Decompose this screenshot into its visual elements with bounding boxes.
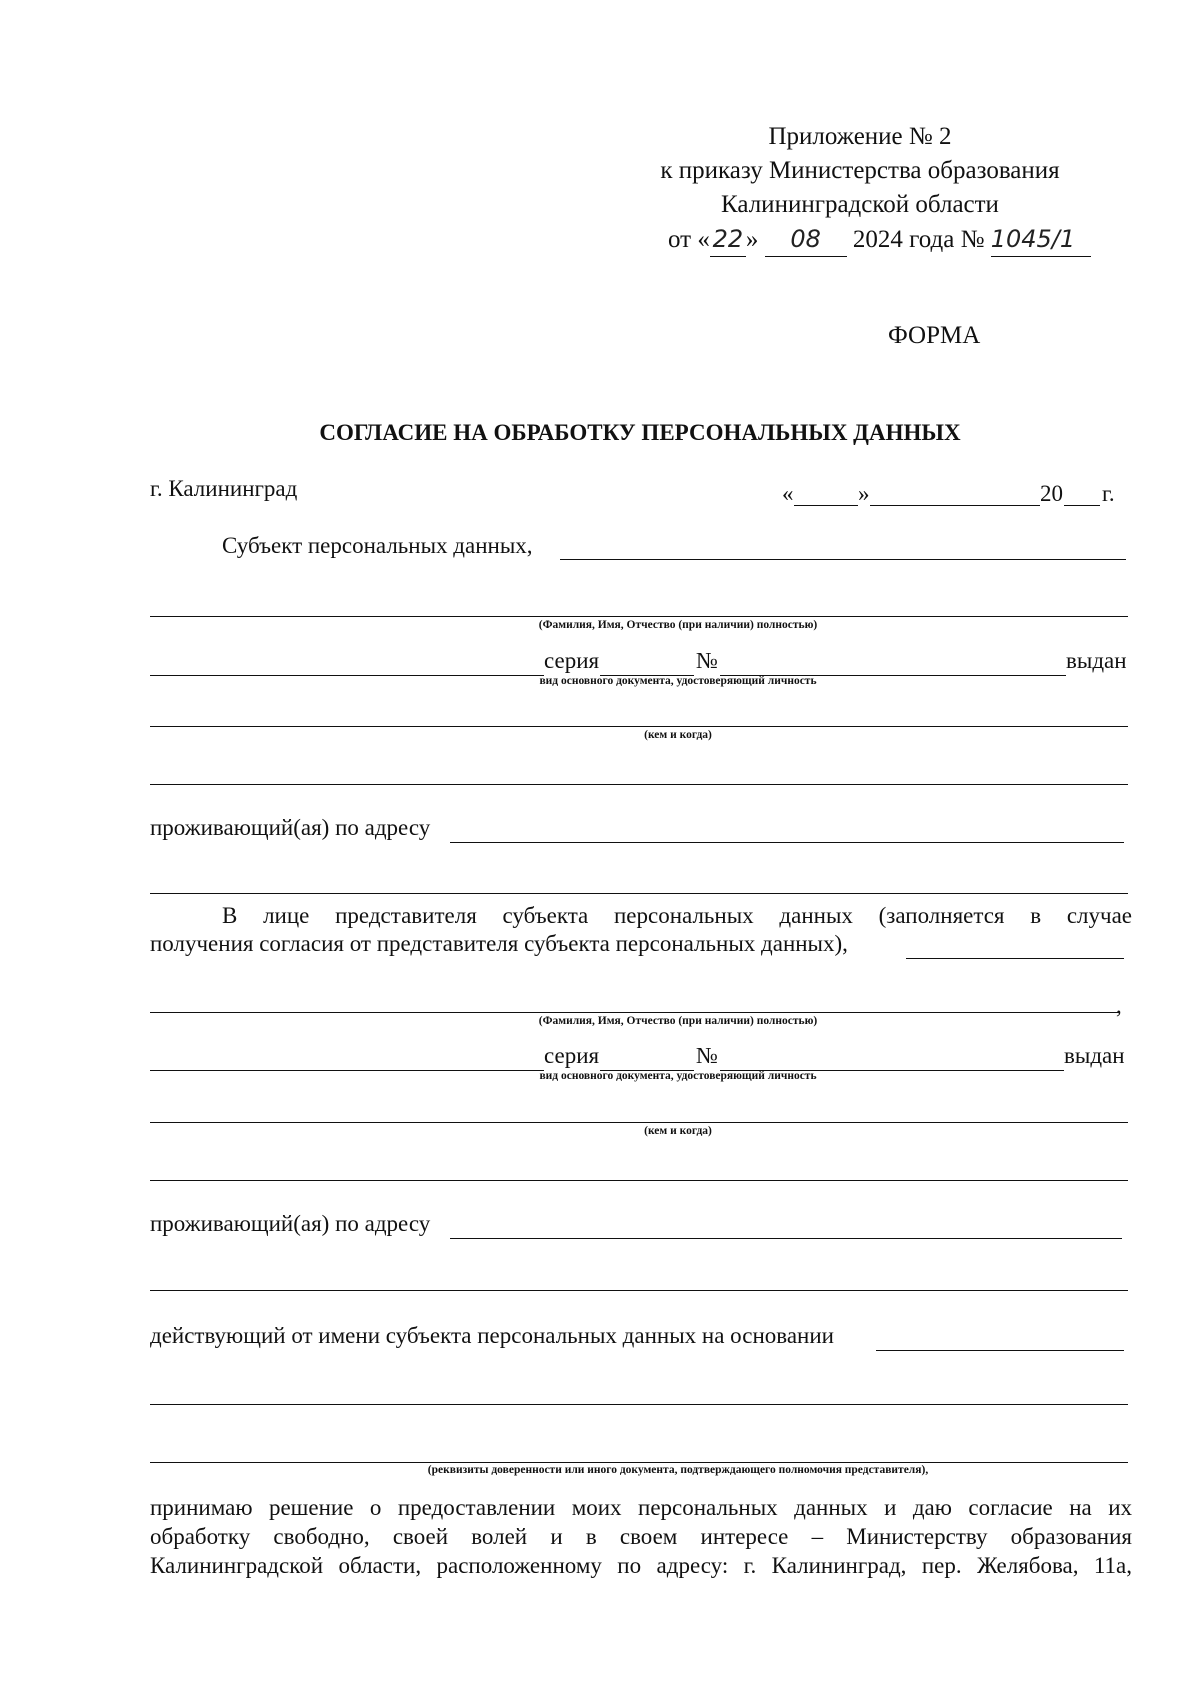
representative-text-1: В лице представителя субъекта персональных данных (заполняется в случае [222, 903, 1132, 928]
rep-fio-caption: (Фамилия, Имя, Отчество (при наличии) полностью) [538, 1015, 818, 1027]
subject-address-label: проживающий(ая) по адресу [150, 815, 431, 840]
rep-series-label: серия [544, 1043, 600, 1068]
subject-issuer-field[interactable] [150, 726, 1128, 727]
subject-address-field[interactable] [450, 842, 1124, 843]
rep-issuer-caption: (кем и когда) [644, 1125, 712, 1137]
subject-label: Субъект персональных данных, [222, 533, 533, 558]
acting-basis-field[interactable] [876, 1350, 1124, 1351]
region-name: Калининградской области [721, 191, 999, 218]
rep-doc-type-field[interactable] [150, 1070, 544, 1071]
order-day: 22 [710, 222, 746, 257]
consent-line-1: принимаю решение о предоставлении моих персональных данных и даю согласие на их [150, 1495, 1132, 1520]
appendix-number: Приложение № 2 [768, 123, 952, 150]
issued-label: выдан [1066, 648, 1127, 673]
series-label: серия [544, 648, 600, 673]
fio-caption: (Фамилия, Имя, Отчество (при наличии) полностью) [538, 619, 818, 631]
rep-address-label: проживающий(ая) по адресу [150, 1211, 431, 1236]
subject-issuer-field-2[interactable] [150, 784, 1128, 785]
number-label: № [696, 648, 718, 673]
date-year-suffix: г. [1102, 481, 1115, 506]
date-month-field[interactable] [870, 505, 1040, 506]
subject-doc-type-field[interactable] [150, 675, 544, 676]
doc-type-caption: вид основного документа, удостоверяющий личность [539, 675, 817, 687]
rep-address-field[interactable] [450, 1238, 1122, 1239]
city: г. Калининград [150, 476, 298, 501]
date-close-quote: » [858, 481, 870, 506]
document-title: СОГЛАСИЕ НА ОБРАБОТКУ ПЕРСОНАЛЬНЫХ ДАННЫХ [319, 420, 961, 445]
acting-label: действующий от имени субъекта персональных данных на основании [150, 1323, 834, 1348]
proxy-caption: (реквизиты доверенности или иного документа, подтверждающего полномочия представителя), [427, 1464, 929, 1476]
rep-doc-type-caption: вид основного документа, удостоверяющий личность [539, 1070, 817, 1082]
order-date-line: от « 22 » 08 2024 года № 1045/1 [668, 222, 1091, 257]
rep-address-field-2[interactable] [150, 1290, 1128, 1291]
order-number: 1045/1 [991, 222, 1091, 257]
rep-issued-label: выдан [1064, 1043, 1125, 1068]
subject-address-field-2[interactable] [150, 893, 1128, 894]
consent-line-3: Калининградской области, расположенному по адресу: г. Калининград, пер. Желябова, 11а, [150, 1553, 1132, 1578]
issuer-caption: (кем и когда) [644, 729, 712, 741]
order-month: 08 [765, 222, 847, 257]
representative-name-field-2[interactable] [150, 1012, 1120, 1013]
appendix-header [600, 120, 1120, 222]
date-day-field[interactable] [794, 505, 858, 506]
date-year-field[interactable] [1064, 505, 1100, 506]
acting-basis-field-2[interactable] [150, 1404, 1128, 1405]
form-label: ФОРМА [888, 322, 981, 349]
date-century: 20 [1040, 481, 1063, 506]
order-reference: к приказу Министерства образования [660, 157, 1060, 184]
rep-issuer-field-2[interactable] [150, 1180, 1128, 1181]
representative-text-2: получения согласия от представителя субъекта персональных данных), [150, 931, 848, 956]
consent-line-2: обработку свободно, своей волей и в своем интересе – Министерству образования [150, 1524, 1132, 1549]
subject-name-field-2[interactable] [150, 616, 1128, 617]
representative-name-field[interactable] [906, 958, 1124, 959]
rep-issuer-field[interactable] [150, 1122, 1128, 1123]
subject-name-field[interactable] [560, 559, 1126, 560]
rep-number-label: № [696, 1043, 718, 1068]
date-open-quote: « [782, 481, 794, 506]
fio-comma: , [1116, 993, 1122, 1018]
